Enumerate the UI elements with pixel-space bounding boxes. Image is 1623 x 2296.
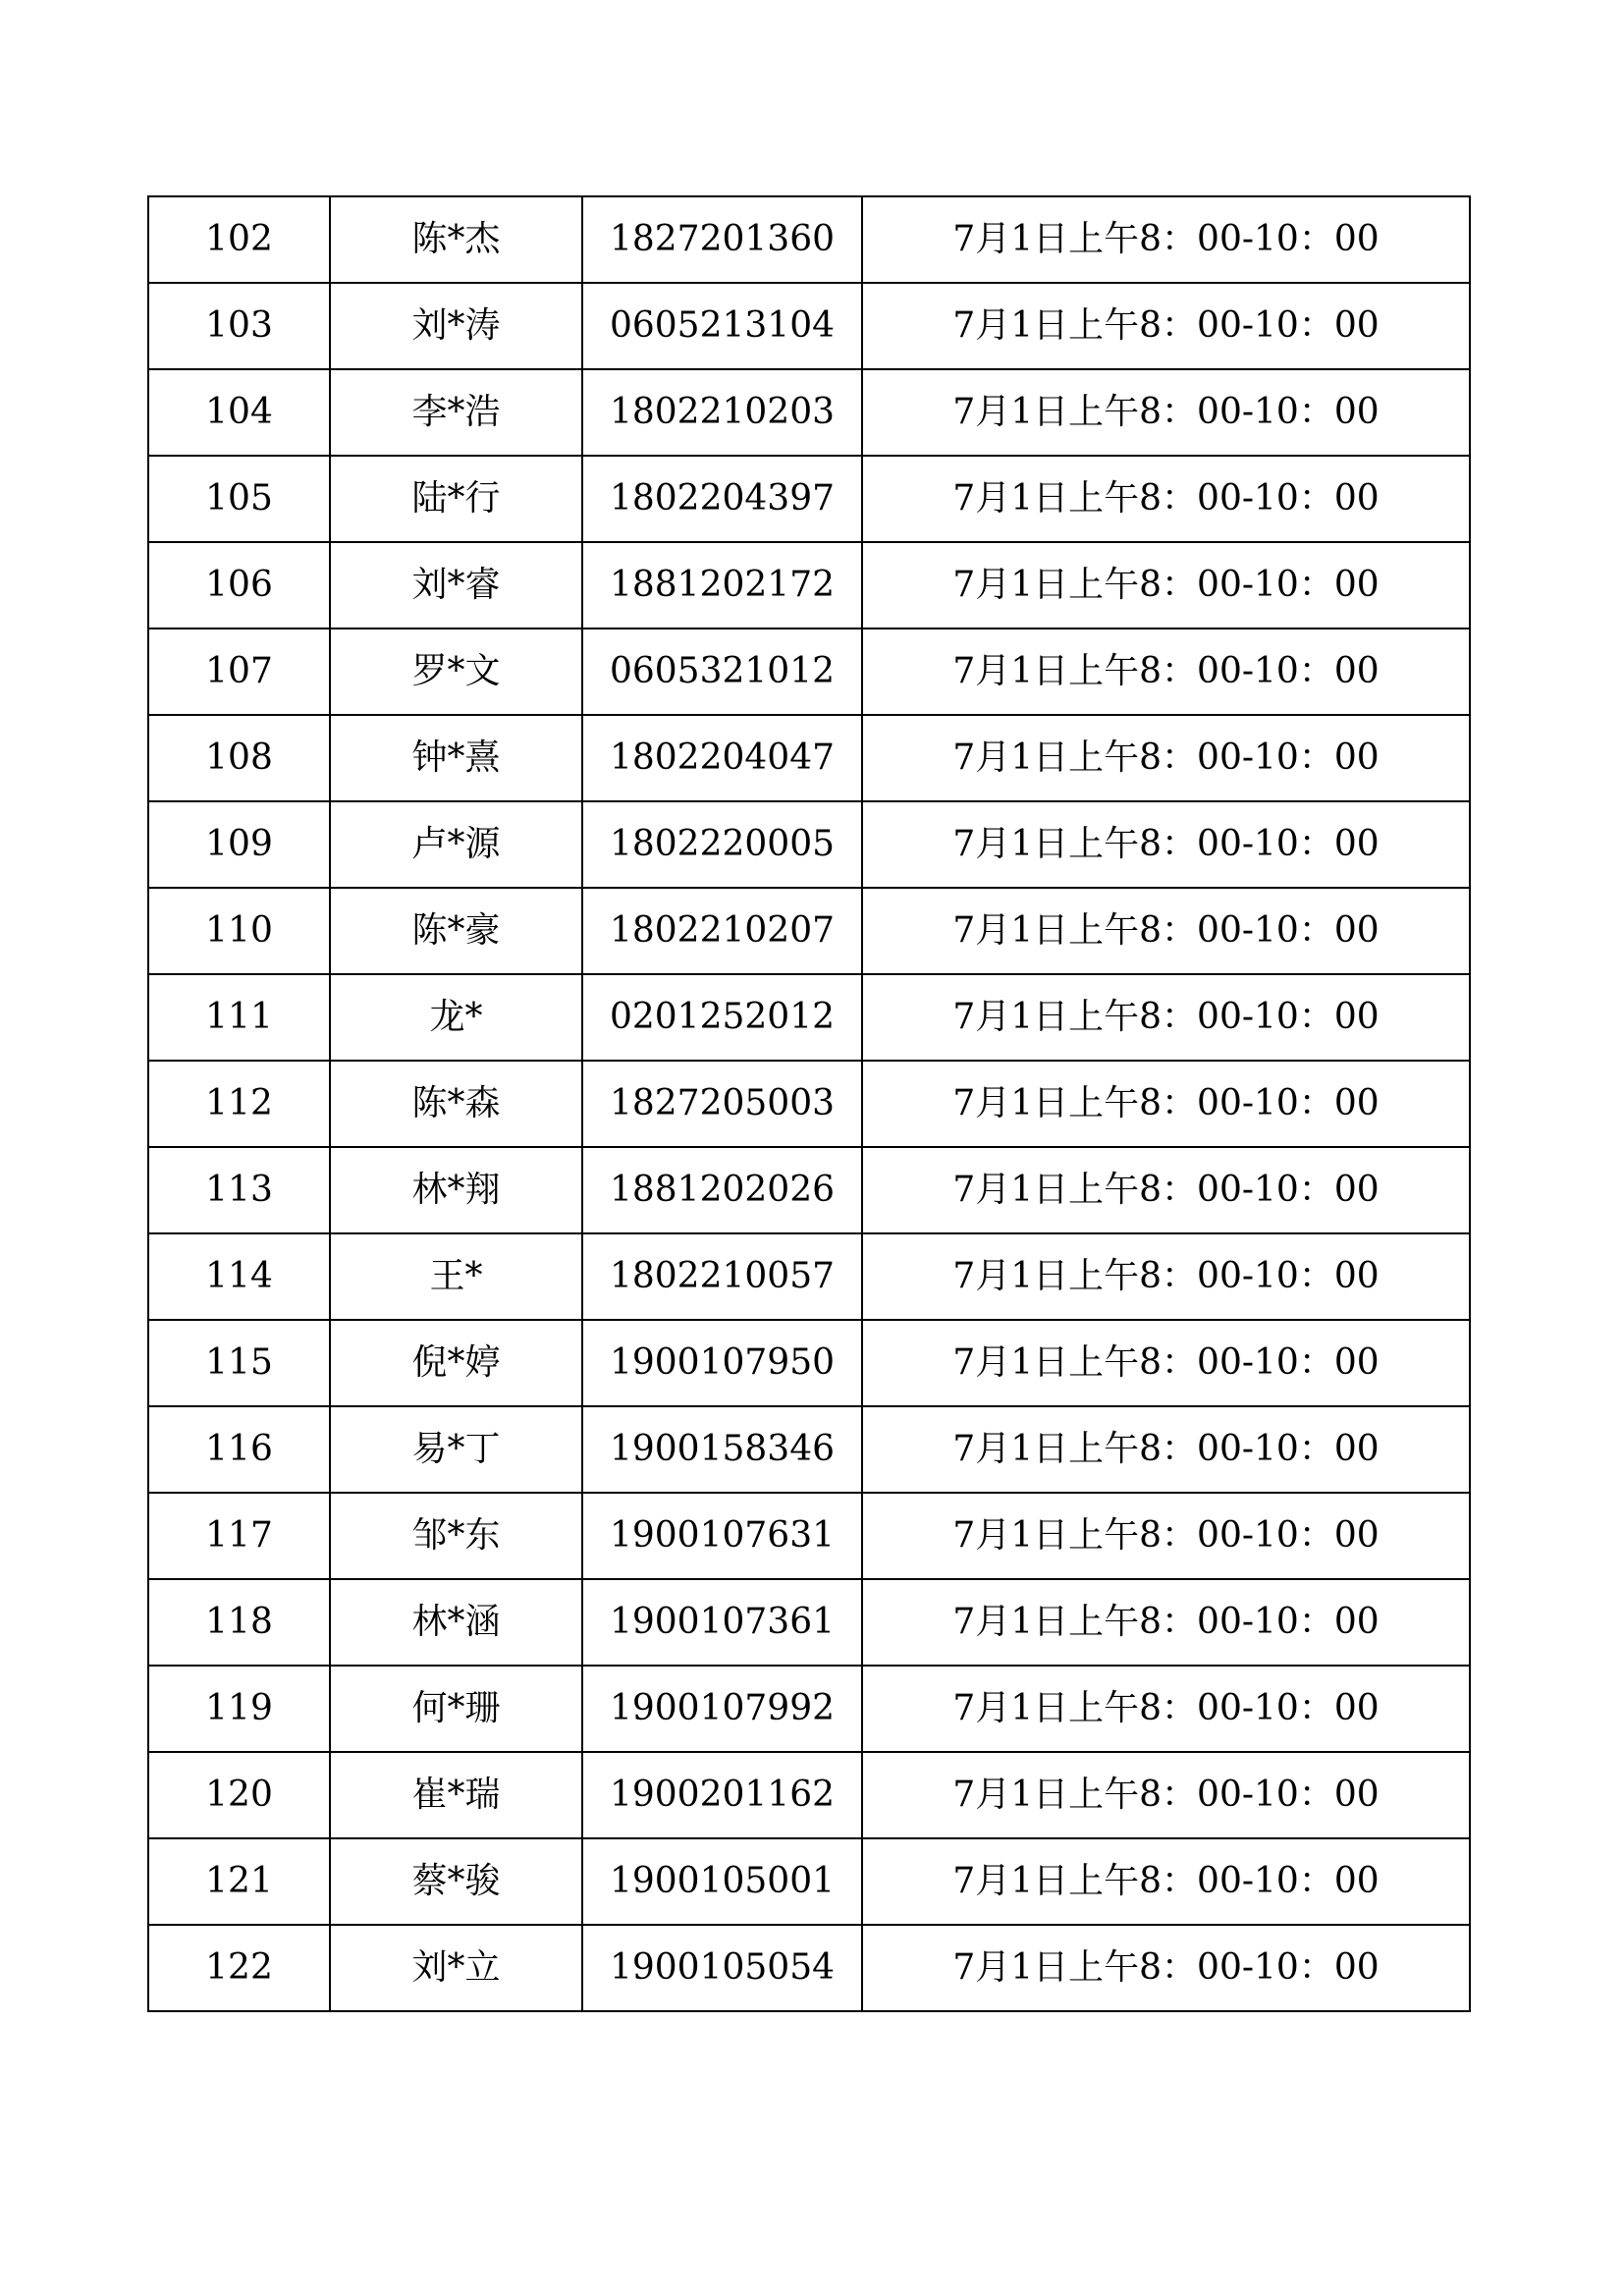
table-row (148, 1147, 1470, 1233)
name-cell: 刘*睿 (330, 542, 582, 629)
table-row (148, 1493, 1470, 1579)
name-cell: 龙* (330, 974, 582, 1061)
id-number-cell: 1900107361 (582, 1579, 862, 1666)
time-slot-cell: 7月1日上午8：00-10：00 (862, 1406, 1470, 1493)
name-cell: 崔*瑞 (330, 1752, 582, 1838)
id-number-cell: 1827201360 (582, 196, 862, 283)
row-number-cell: 121 (148, 1838, 330, 1925)
id-number-cell: 1900105001 (582, 1838, 862, 1925)
row-number-cell: 109 (148, 801, 330, 888)
table-row (148, 1233, 1470, 1320)
name-cell: 陈*杰 (330, 196, 582, 283)
time-slot-cell: 7月1日上午8：00-10：00 (862, 1061, 1470, 1147)
name-cell: 蔡*骏 (330, 1838, 582, 1925)
time-slot-cell: 7月1日上午8：00-10：00 (862, 1493, 1470, 1579)
id-number-cell: 1900107992 (582, 1666, 862, 1752)
roster-table-body (148, 196, 1470, 2011)
table-row (148, 1666, 1470, 1752)
row-number-cell: 122 (148, 1925, 330, 2011)
roster-table (147, 195, 1471, 2012)
table-row (148, 974, 1470, 1061)
time-slot-cell: 7月1日上午8：00-10：00 (862, 1925, 1470, 2011)
id-number-cell: 1802210207 (582, 888, 862, 974)
row-number-cell: 116 (148, 1406, 330, 1493)
table-row (148, 1838, 1470, 1925)
name-cell: 陆*行 (330, 456, 582, 542)
id-number-cell: 0201252012 (582, 974, 862, 1061)
table-row (148, 1061, 1470, 1147)
time-slot-cell: 7月1日上午8：00-10：00 (862, 1233, 1470, 1320)
time-slot-cell: 7月1日上午8：00-10：00 (862, 888, 1470, 974)
name-cell: 倪*婷 (330, 1320, 582, 1406)
id-number-cell: 1900107950 (582, 1320, 862, 1406)
name-cell: 刘*涛 (330, 283, 582, 369)
time-slot-cell: 7月1日上午8：00-10：00 (862, 369, 1470, 456)
time-slot-cell: 7月1日上午8：00-10：00 (862, 456, 1470, 542)
name-cell: 刘*立 (330, 1925, 582, 2011)
id-number-cell: 1802210203 (582, 369, 862, 456)
id-number-cell: 1900107631 (582, 1493, 862, 1579)
table-row (148, 801, 1470, 888)
row-number-cell: 102 (148, 196, 330, 283)
time-slot-cell: 7月1日上午8：00-10：00 (862, 1579, 1470, 1666)
time-slot-cell: 7月1日上午8：00-10：00 (862, 974, 1470, 1061)
name-cell: 罗*文 (330, 629, 582, 715)
row-number-cell: 108 (148, 715, 330, 801)
id-number-cell: 1827205003 (582, 1061, 862, 1147)
time-slot-cell: 7月1日上午8：00-10：00 (862, 196, 1470, 283)
table-row (148, 369, 1470, 456)
row-number-cell: 117 (148, 1493, 330, 1579)
id-number-cell: 1802204397 (582, 456, 862, 542)
name-cell: 钟*熹 (330, 715, 582, 801)
time-slot-cell: 7月1日上午8：00-10：00 (862, 715, 1470, 801)
name-cell: 易*丁 (330, 1406, 582, 1493)
table-row (148, 1925, 1470, 2011)
row-number-cell: 105 (148, 456, 330, 542)
time-slot-cell: 7月1日上午8：00-10：00 (862, 1320, 1470, 1406)
row-number-cell: 115 (148, 1320, 330, 1406)
table-row (148, 888, 1470, 974)
time-slot-cell: 7月1日上午8：00-10：00 (862, 801, 1470, 888)
name-cell: 李*浩 (330, 369, 582, 456)
id-number-cell: 1881202172 (582, 542, 862, 629)
id-number-cell: 0605213104 (582, 283, 862, 369)
table-row (148, 456, 1470, 542)
row-number-cell: 104 (148, 369, 330, 456)
table-row (148, 1752, 1470, 1838)
name-cell: 陈*豪 (330, 888, 582, 974)
table-row (148, 629, 1470, 715)
table-row (148, 542, 1470, 629)
table-row (148, 715, 1470, 801)
id-number-cell: 0605321012 (582, 629, 862, 715)
row-number-cell: 120 (148, 1752, 330, 1838)
time-slot-cell: 7月1日上午8：00-10：00 (862, 1147, 1470, 1233)
table-row (148, 1406, 1470, 1493)
row-number-cell: 114 (148, 1233, 330, 1320)
row-number-cell: 118 (148, 1579, 330, 1666)
name-cell: 林*翔 (330, 1147, 582, 1233)
time-slot-cell: 7月1日上午8：00-10：00 (862, 1666, 1470, 1752)
table-row (148, 1579, 1470, 1666)
id-number-cell: 1881202026 (582, 1147, 862, 1233)
time-slot-cell: 7月1日上午8：00-10：00 (862, 283, 1470, 369)
table-row (148, 1320, 1470, 1406)
table-row (148, 196, 1470, 283)
time-slot-cell: 7月1日上午8：00-10：00 (862, 1838, 1470, 1925)
id-number-cell: 1900105054 (582, 1925, 862, 2011)
row-number-cell: 112 (148, 1061, 330, 1147)
row-number-cell: 111 (148, 974, 330, 1061)
table-row (148, 283, 1470, 369)
name-cell: 陈*森 (330, 1061, 582, 1147)
id-number-cell: 1900158346 (582, 1406, 862, 1493)
name-cell: 何*珊 (330, 1666, 582, 1752)
time-slot-cell: 7月1日上午8：00-10：00 (862, 542, 1470, 629)
id-number-cell: 1802210057 (582, 1233, 862, 1320)
time-slot-cell: 7月1日上午8：00-10：00 (862, 629, 1470, 715)
row-number-cell: 107 (148, 629, 330, 715)
row-number-cell: 110 (148, 888, 330, 974)
id-number-cell: 1802220005 (582, 801, 862, 888)
name-cell: 林*涵 (330, 1579, 582, 1666)
name-cell: 王* (330, 1233, 582, 1320)
time-slot-cell: 7月1日上午8：00-10：00 (862, 1752, 1470, 1838)
name-cell: 邹*东 (330, 1493, 582, 1579)
id-number-cell: 1900201162 (582, 1752, 862, 1838)
id-number-cell: 1802204047 (582, 715, 862, 801)
row-number-cell: 103 (148, 283, 330, 369)
row-number-cell: 119 (148, 1666, 330, 1752)
name-cell: 卢*源 (330, 801, 582, 888)
row-number-cell: 113 (148, 1147, 330, 1233)
row-number-cell: 106 (148, 542, 330, 629)
